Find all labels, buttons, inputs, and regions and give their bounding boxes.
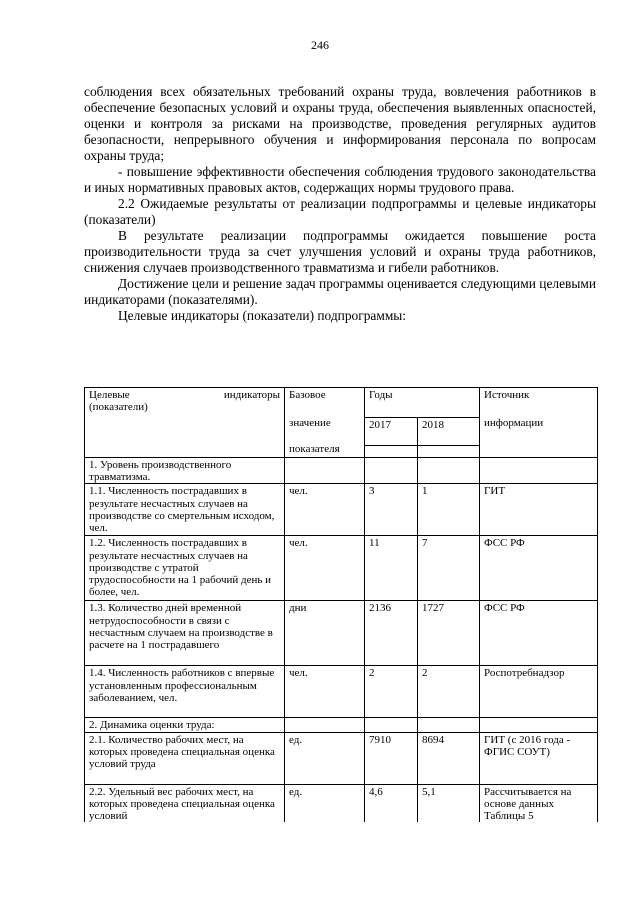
cell-2018: 5,1 — [418, 784, 480, 822]
cell-source: ГИТ (с 2016 года - ФГИС СОУТ) — [480, 732, 598, 784]
cell-2017: 3 — [365, 484, 418, 536]
header-years: Годы — [365, 388, 480, 418]
table-row — [85, 484, 598, 536]
header-indicator-line2: (показатели) — [89, 401, 148, 414]
table-row — [85, 718, 598, 732]
table-row — [85, 784, 598, 822]
header-source — [480, 388, 598, 458]
table-caption: Целевые индикаторы (показатели) подпрограммы: — [118, 308, 407, 323]
cell-indicator: 1.1. Численность пострадавших в результате несчастных случаев на производстве со смертельным исходом, чел. — [85, 484, 285, 536]
cell-source — [480, 458, 598, 484]
cell-2017: 4,6 — [365, 784, 418, 822]
cell-indicator: 1.4. Численность работников с впервые установленным профессиональным заболеванием, чел. — [85, 666, 285, 718]
header-base — [285, 388, 365, 458]
cell-2018: 8694 — [418, 732, 480, 784]
table-row — [85, 458, 598, 484]
table-row — [85, 666, 598, 718]
cell-2017: 2136 — [365, 601, 418, 666]
body-text — [84, 84, 596, 324]
cell-2018: 7 — [418, 536, 480, 601]
cell-unit: чел. — [285, 666, 365, 718]
cell-2018: 2 — [418, 666, 480, 718]
cell-2018: 1 — [418, 484, 480, 536]
cell-unit: чел. — [285, 536, 365, 601]
cell-source: Рассчитывается на основе данных Таблицы 5 — [480, 784, 598, 822]
paragraph: Достижение цели и решение задач программы оценивается следующими целевыми индикаторами (показателями). — [84, 276, 596, 307]
cell-2017 — [365, 718, 418, 732]
cell-2017: 7910 — [365, 732, 418, 784]
cell-unit — [285, 718, 365, 732]
page-number: 246 — [311, 38, 329, 52]
cell-unit — [285, 458, 365, 484]
cell-unit: ед. — [285, 732, 365, 784]
header-base-line1: Базовое — [289, 389, 326, 401]
cell-source: ФСС РФ — [480, 536, 598, 601]
cell-2017: 2 — [365, 666, 418, 718]
header-indicator — [85, 388, 285, 458]
table-row — [85, 732, 598, 784]
cell-2017: 11 — [365, 536, 418, 601]
cell-indicator: 1. Уровень производственного травматизма. — [85, 458, 285, 484]
cell-indicator: 2.1. Количество рабочих мест, на которых проведена специальная оценка условий труда — [85, 732, 285, 784]
cell-unit: чел. — [285, 484, 365, 536]
cell-2017 — [365, 458, 418, 484]
header-source-line2: информации — [484, 417, 544, 430]
header-base-line2: значение — [289, 417, 331, 430]
cell-2018: 1727 — [418, 601, 480, 666]
cell-source: ФСС РФ — [480, 601, 598, 666]
paragraph: - повышение эффективности обеспечения соблюдения трудового законодательства и иных нормативных правовых актов, содержащих нормы трудового права. — [84, 164, 596, 195]
indicators-table — [84, 387, 598, 822]
cell-source: Роспотребнадзор — [480, 666, 598, 718]
cell-indicator: 1.3. Количество дней временной нетрудоспособности в связи с несчастным случаем на производстве в расчете на 1 пострадавшего — [85, 601, 285, 666]
header-year-2017: 2017 — [365, 418, 418, 446]
header-indicator-word2: индикаторы — [223, 389, 280, 401]
cell-indicator: 1.2. Численность пострадавших в результате несчастных случаев на производстве с утратой трудоспособности на 1 рабочий день и более, чел. — [85, 536, 285, 601]
paragraph: соблюдения всех обязательных требований охраны труда, вовлечения работников в обеспечение безопасных условий и охраны труда, обеспечения выявленных опасностей, оценки и контроля за рисками на производстве, проведения регулярных аудитов безопасности, непрерывного обучения и информирования персонала по вопросам охраны труда; — [84, 84, 596, 163]
section-heading: 2.2 Ожидаемые результаты от реализации подпрограммы и целевые индикаторы (показатели) — [84, 196, 596, 227]
header-base-line3: показателя — [289, 443, 340, 456]
header-indicator-word1: Целевые — [89, 389, 130, 401]
header-year-2017-blank — [365, 446, 418, 458]
header-year-2018: 2018 — [418, 418, 480, 446]
cell-unit: ед. — [285, 784, 365, 822]
paragraph: В результате реализации подпрограммы ожидается повышение роста производительности труда за счет улучшения условий и охраны труда работников, снижения случаев производственного травматизма и гибели работников. — [84, 228, 596, 275]
table-row — [85, 601, 598, 666]
cell-indicator: 2.2. Удельный вес рабочих мест, на которых проведена специальная оценка условий — [85, 784, 285, 822]
cell-indicator: 2. Динамика оценки труда: — [85, 718, 285, 732]
table-row — [85, 536, 598, 601]
header-year-2018-blank — [418, 446, 480, 458]
cell-source — [480, 718, 598, 732]
cell-2018 — [418, 458, 480, 484]
header-source-line1: Источник — [484, 389, 530, 401]
cell-source: ГИТ — [480, 484, 598, 536]
cell-2018 — [418, 718, 480, 732]
cell-unit: дни — [285, 601, 365, 666]
